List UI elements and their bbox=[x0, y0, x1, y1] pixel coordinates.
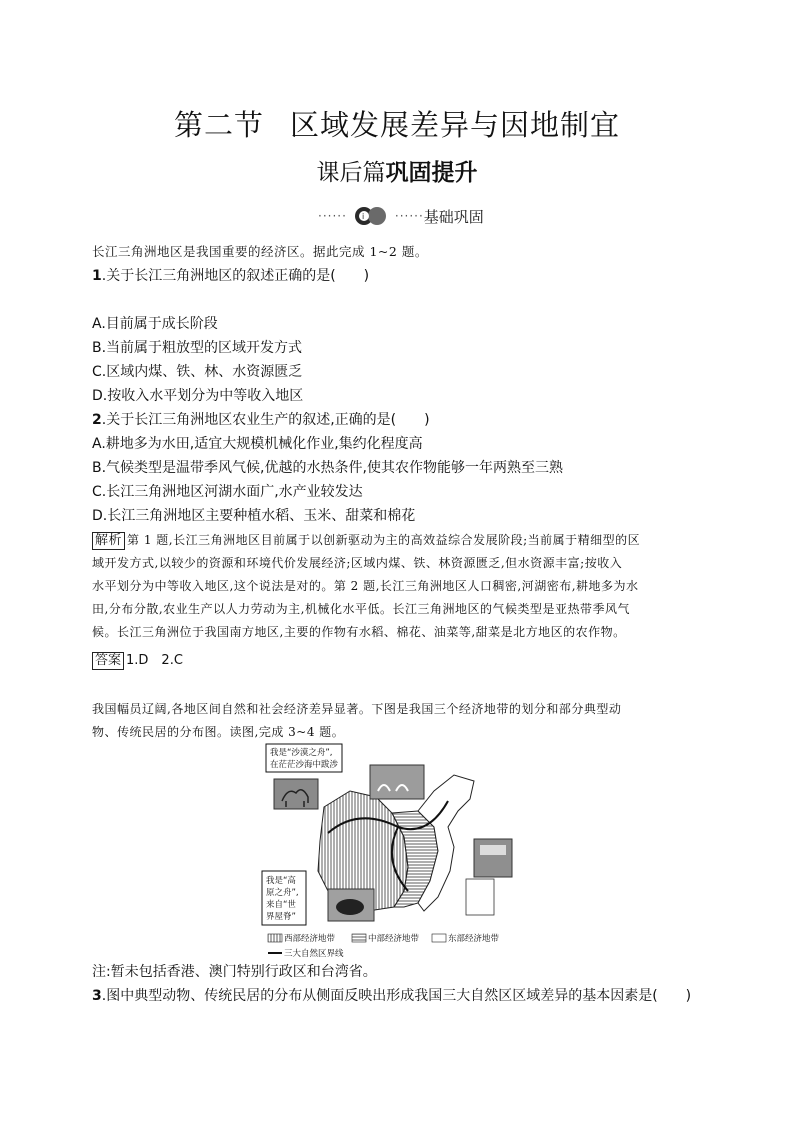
camel-photo bbox=[274, 779, 318, 809]
analysis-block bbox=[92, 529, 702, 644]
south-sea-inset bbox=[466, 879, 494, 915]
answer-tag: 答案 bbox=[92, 652, 124, 670]
group2-intro-line: 我国幅员辽阔,各地区间自然和社会经济差异显著。下图是我国三个经济地带的划分和部分典型动 bbox=[92, 702, 622, 716]
section-number: 第二节 bbox=[173, 108, 264, 142]
page-title bbox=[0, 103, 794, 144]
legend-west-label: 西部经济地带 bbox=[284, 934, 336, 944]
analysis-tag: 解析 bbox=[92, 532, 125, 550]
yak-bubble-text: 我是“高 bbox=[266, 876, 296, 886]
banner-dots-right: ······ bbox=[394, 209, 424, 223]
page-subtitle bbox=[0, 154, 794, 187]
q2-option-b[interactable]: B.气候类型是温带季风气候,优越的水热条件,使其农作物能够一年两熟至三熟 bbox=[92, 460, 563, 476]
analysis-line: 域开发方式,以较少的资源和环境代价发展经济;区域内煤、铁、林资源匮乏,但水资源丰富;按收入 bbox=[92, 556, 623, 570]
analysis-line: 田,分布分散,农业生产以人力劳动为主,机械化水平低。长江三角洲地区的气候类型是亚热带季风气 bbox=[92, 602, 630, 616]
section-title: 区域发展差异与因地制宜 bbox=[290, 108, 621, 142]
group2-intro-line: 物、传统民居的分布图。读图,完成 3~4 题。 bbox=[92, 725, 345, 739]
q1-option-b[interactable]: B.当前属于粗放型的区域开发方式 bbox=[92, 340, 303, 356]
question-2 bbox=[92, 408, 702, 432]
q2-option-c[interactable]: C.长江三角洲地区河湖水面广,水产业较发达 bbox=[92, 484, 363, 500]
q1-option-c[interactable]: C.区域内煤、铁、林、水资源匮乏 bbox=[92, 364, 303, 380]
economic-zones-map-figure bbox=[258, 741, 518, 959]
analysis-line: 候。长江三角洲位于我国南方地区,主要的作物有水稻、棉花、油菜等,甜菜是北方地区的农作物。 bbox=[92, 625, 626, 639]
yak-bubble-text: 来自“世 bbox=[266, 900, 296, 910]
analysis-line: 水平划分为中等收入地区,这个说法是对的。第 2 题,长江三角洲地区人口稠密,河湖密布,耕地多为水 bbox=[92, 579, 639, 593]
q2-options bbox=[92, 432, 702, 528]
q1-number: 1 bbox=[92, 268, 102, 284]
camel-bubble-text-2: 在茫茫沙海中跋涉 bbox=[270, 760, 339, 770]
group2-intro bbox=[92, 698, 702, 744]
cave-dwelling-photo bbox=[370, 765, 424, 799]
answer-text: 1.D 2.C bbox=[126, 653, 183, 668]
q2-option-a[interactable]: A.耕地多为水田,适宜大规模机械化作业,集约化程度高 bbox=[92, 436, 423, 452]
water-town-photo bbox=[474, 839, 512, 877]
question-3 bbox=[92, 984, 712, 1008]
banner-label: 基础巩固 bbox=[423, 207, 484, 226]
subtitle-prefix: 课后篇 bbox=[316, 160, 386, 186]
legend-boundary-label: 三大自然区界线 bbox=[284, 949, 344, 959]
q2-stem: .关于长江三角洲地区农业生产的叙述,正确的是( ) bbox=[101, 412, 430, 428]
legend-west-swatch bbox=[268, 934, 282, 942]
map-note: 注:暂未包括香港、澳门特别行政区和台湾省。 bbox=[92, 964, 377, 980]
answer-block bbox=[92, 650, 702, 672]
q1-stem: .关于长江三角洲地区的叙述正确的是( ) bbox=[101, 268, 370, 284]
analysis-line: 解析 第 1 题,长江三角洲地区目前属于以创新驱动为主的高效益综合发展阶段;当前属于精细型的区 bbox=[92, 529, 702, 552]
yak-bubble-text: 界屋脊” bbox=[266, 912, 296, 922]
group1-intro: 长江三角洲地区是我国重要的经济区。据此完成 1~2 题。 bbox=[92, 244, 428, 259]
svg-text:i: i bbox=[361, 212, 365, 221]
q2-option-d[interactable]: D.长江三角洲地区主要种植水稻、玉米、甜菜和棉花 bbox=[92, 508, 416, 524]
q1-option-d[interactable]: D.按收入水平划分为中等收入地区 bbox=[92, 388, 304, 404]
q1-option-a[interactable]: A.目前属于成长阶段 bbox=[92, 316, 218, 332]
q1-options bbox=[92, 312, 702, 408]
yak-bubble-text: 原之舟”, bbox=[266, 888, 299, 898]
q3-number: 3 bbox=[92, 988, 102, 1004]
section-banner bbox=[318, 203, 484, 229]
banner-dots-left: ······ bbox=[318, 209, 347, 223]
question-1 bbox=[92, 264, 702, 288]
linked-rings-icon bbox=[353, 205, 389, 227]
q2-number: 2 bbox=[92, 412, 102, 428]
q3-stem: .图中典型动物、传统民居的分布从侧面反映出形成我国三大自然区区域差异的基本因素是( ) bbox=[101, 988, 692, 1004]
legend-east-label: 东部经济地带 bbox=[448, 934, 500, 944]
legend-central-swatch bbox=[352, 934, 366, 942]
camel-bubble-text-1: 我是“沙漠之舟”, bbox=[270, 748, 333, 758]
china-map bbox=[258, 741, 518, 959]
legend-central-label: 中部经济地带 bbox=[368, 934, 420, 944]
legend-east-swatch bbox=[432, 934, 446, 942]
subtitle-bold: 巩固提升 bbox=[385, 160, 478, 186]
